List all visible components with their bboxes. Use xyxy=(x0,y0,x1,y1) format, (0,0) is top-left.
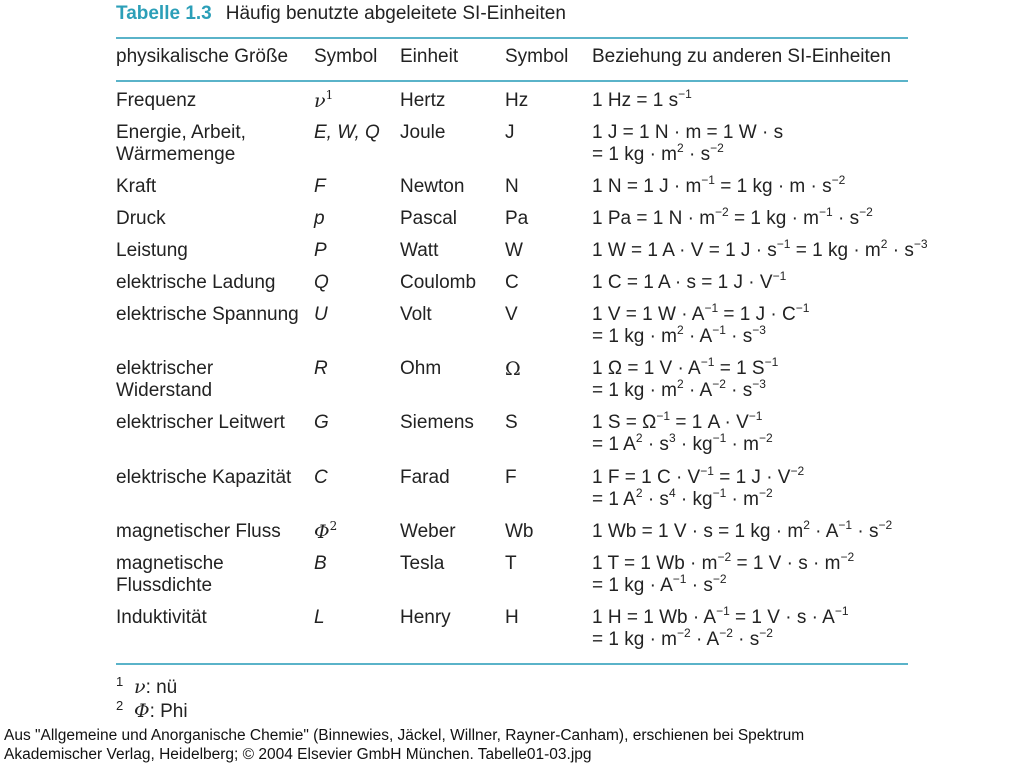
source-line-1: Aus "Allgemeine und Anorganische Chemie" (Binnewies, Jäckel, Willner, Rayner-Canham), erschienen bei Spektrum xyxy=(4,727,805,744)
relation-cell: 1 $S = \Omega^{-1} = 1$ $A \cdot V^{-1}$ = 1 $A^2 \cdot s^3 \cdot kg^{-1} \cdot m^{-2}$ xyxy=(592,409,773,455)
quantity-cell: magnetischer Fluss xyxy=(116,521,281,542)
unit-symbol-cell: T xyxy=(505,553,517,574)
quantity-cell: elektrischer Widerstand xyxy=(116,358,214,401)
relation-cell: 1 C = 1 A · s = 1 $J \cdot V^{-1}$ xyxy=(592,269,787,293)
header-unit: Einheit xyxy=(400,46,459,67)
unit-symbol-cell: H xyxy=(505,607,519,628)
quantity-cell: elektrische Ladung xyxy=(116,272,276,293)
relation-cell: 1 H = 1 $Wb \cdot A^{-1} = 1$ $V \cdot s \cdot A^{-1}$ = 1 kg · $m^{-2} \cdot A^{-2} \cdot s^{-2}$ xyxy=(592,604,849,650)
table-title: Häufig benutzte abgeleitete SI-Einheiten xyxy=(225,3,566,24)
unit-cell: Watt xyxy=(400,240,439,261)
quantity-symbol-cell: U xyxy=(314,304,328,325)
unit-cell: Siemens xyxy=(400,412,474,433)
table-caption xyxy=(116,2,566,26)
table-header-rule xyxy=(116,80,908,82)
quantity-symbol-cell: R xyxy=(314,358,328,379)
relation-cell: 1 F = 1 $C \cdot V^{-1} = 1$ $J \cdot V^{-2}$ = 1 $A^2 \cdot s^4 \cdot kg^{-1} \cdot m^{-2}$ xyxy=(592,464,805,510)
unit-symbol-cell: S xyxy=(505,412,518,433)
quantity-cell: Energie, Arbeit, Wärmemenge xyxy=(116,122,246,165)
unit-cell: Hertz xyxy=(400,90,446,111)
quantity-cell: Kraft xyxy=(116,176,157,197)
quantity-symbol-cell: F xyxy=(314,176,326,197)
quantity-symbol-cell: p xyxy=(314,208,325,229)
table-bottom-rule xyxy=(116,663,908,665)
unit-symbol-cell: N xyxy=(505,176,519,197)
relation-cell: 1 V = 1 $W \cdot A^{-1} = 1$ $J \cdot C^{-1}$ = 1 kg · $m^2 \cdot A^{-1} \cdot s^{-3}$ xyxy=(592,301,810,347)
quantity-symbol-cell: B xyxy=(314,553,327,574)
unit-symbol-cell: F xyxy=(505,467,517,488)
relation-cell: 1 J = 1 N · m = 1 W · s = 1 kg · $m^2 \cdot s^{-2}$ xyxy=(592,122,784,165)
quantity-symbol-cell: C xyxy=(314,467,328,488)
quantity-symbol-cell: Q xyxy=(314,272,329,293)
unit-cell: Ohm xyxy=(400,358,442,379)
unit-symbol-cell: V xyxy=(505,304,518,325)
unit-symbol-cell: Hz xyxy=(505,90,529,111)
quantity-cell: magnetische Flussdichte xyxy=(116,553,224,596)
quantity-cell: Induktivität xyxy=(116,607,207,628)
relation-cell: 1 T = 1 $Wb \cdot m^{-2} = 1$ $V \cdot s \cdot m^{-2}$ = 1 kg · $A^{-1} \cdot s^{-2}$ xyxy=(592,550,855,596)
unit-symbol-cell: W xyxy=(505,240,523,261)
unit-cell: Coulomb xyxy=(400,272,477,293)
unit-symbol-cell: C xyxy=(505,272,519,293)
quantity-cell: Leistung xyxy=(116,240,188,261)
quantity-cell: elektrischer Leitwert xyxy=(116,412,285,433)
footnote: 2 Φ: Phi xyxy=(116,698,188,722)
unit-cell: Joule xyxy=(400,122,446,143)
unit-cell: Newton xyxy=(400,176,465,197)
quantity-symbol-cell: $\nu^1$ xyxy=(314,88,334,112)
relation-cell: 1 N = 1 $J \cdot m^{-1} = 1$ kg · $m \cdot s^{-2}$ xyxy=(592,173,846,197)
relation-cell: 1 Ω = 1 $V \cdot A^{-1} = 1$ $S^{-1}$ = 1 kg · $m^2 \cdot A^{-2} \cdot s^{-3}$ xyxy=(592,355,779,401)
unit-symbol-cell: J xyxy=(505,122,515,143)
unit-symbol-cell: Pa xyxy=(505,208,529,229)
unit-symbol-cell: Ω xyxy=(505,358,521,380)
quantity-symbol-cell: L xyxy=(314,607,325,628)
quantity-symbol-cell: G xyxy=(314,412,329,433)
unit-cell: Volt xyxy=(400,304,432,325)
source-line-2: Akademischer Verlag, Heidelberg; © 2004 Elsevier GmbH München. Tabelle01-03.jpg xyxy=(4,746,592,763)
unit-cell: Weber xyxy=(400,521,456,542)
relation-cell: 1 Wb = 1 V · s = 1 kg · $m^2 \cdot A^{-1} \cdot s^{-2}$ xyxy=(592,518,893,542)
quantity-cell: elektrische Spannung xyxy=(116,304,299,325)
unit-cell: Farad xyxy=(400,467,450,488)
unit-cell: Pascal xyxy=(400,208,458,229)
quantity-symbol-cell: P xyxy=(314,240,327,261)
table-top-rule xyxy=(116,37,908,39)
footnote: 1 ν: nü xyxy=(116,674,178,698)
header-relation: Beziehung zu anderen SI-Einheiten xyxy=(592,46,891,67)
relation-cell: 1 Pa = 1 $N \cdot m^{-2} = 1$ kg · $m^{-1} \cdot s^{-2}$ xyxy=(592,205,873,229)
quantity-cell: Druck xyxy=(116,208,166,229)
unit-cell: Henry xyxy=(400,607,451,628)
relation-cell: 1 W = 1 A · V = 1 $J \cdot s^{-1} = 1$ kg · $m^2 \cdot s^{-3}$ xyxy=(592,237,928,261)
source-note xyxy=(4,726,804,764)
header-unit-symbol: Symbol xyxy=(505,46,569,67)
quantity-cell: Frequenz xyxy=(116,90,197,111)
relation-cell: 1 Hz = 1 $s^{-1}$ xyxy=(592,87,692,111)
unit-symbol-cell: Wb xyxy=(505,521,534,542)
quantity-cell: elektrische Kapazität xyxy=(116,467,292,488)
unit-cell: Tesla xyxy=(400,553,445,574)
header-symbol: Symbol xyxy=(314,46,378,67)
table-number: Tabelle 1.3 xyxy=(116,3,212,24)
quantity-symbol-cell: $\Phi^2$ xyxy=(314,519,338,543)
quantity-symbol-cell: E, W, Q xyxy=(314,122,380,143)
header-quantity: physikalische Größe xyxy=(116,46,289,67)
